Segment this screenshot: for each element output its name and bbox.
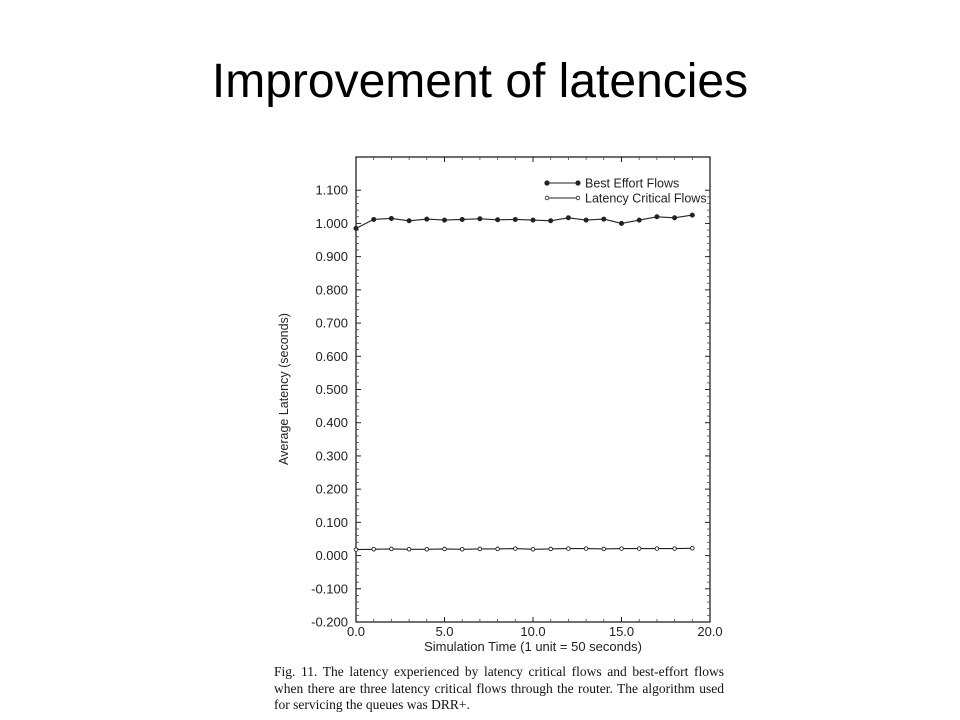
data-point: [354, 226, 358, 230]
legend-label: Latency Critical Flows: [585, 191, 707, 206]
data-point: [389, 216, 393, 220]
x-tick-label: 5.0: [435, 624, 454, 639]
data-point: [655, 215, 659, 219]
data-point: [460, 217, 464, 221]
data-point: [690, 213, 694, 217]
y-tick-labels: [311, 183, 348, 630]
y-tick-label: 0.900: [315, 249, 348, 265]
data-point: [602, 547, 606, 551]
y-tick-label: 1.100: [315, 182, 348, 198]
data-point: [584, 218, 588, 222]
data-point: [495, 218, 499, 222]
series-layer: [354, 213, 695, 551]
legend: [545, 177, 707, 206]
x-axis-label: Simulation Time (1 unit = 50 seconds): [424, 639, 642, 654]
data-point: [567, 547, 571, 551]
data-point: [372, 217, 376, 221]
data-point: [513, 217, 517, 221]
data-point: [478, 547, 482, 551]
x-tick-labels: [347, 624, 723, 639]
data-point: [478, 217, 482, 221]
data-point: [619, 221, 623, 225]
data-point: [496, 547, 500, 551]
data-point: [407, 547, 411, 551]
data-point: [602, 217, 606, 221]
plot-frame: [356, 157, 710, 622]
x-tick-label: 0.0: [346, 624, 366, 639]
y-tick-label: -0.200: [311, 614, 348, 630]
slide-title: Improvement of latencies: [211, 55, 749, 108]
data-point: [372, 547, 376, 551]
y-tick-label: 0.100: [315, 514, 348, 530]
x-tick-label: 20.0: [697, 624, 723, 639]
legend-item: [545, 192, 706, 206]
x-tick-label: 10.0: [520, 624, 546, 639]
y-tick-label: 0.600: [315, 348, 348, 364]
data-point: [407, 219, 411, 223]
y-tick-label: 0.400: [315, 415, 348, 431]
y-tick-label: 0.000: [315, 548, 348, 564]
data-point: [620, 547, 624, 551]
data-point: [514, 547, 518, 551]
data-point: [442, 218, 446, 222]
data-point: [425, 547, 429, 551]
data-point: [354, 548, 358, 552]
data-point: [531, 218, 535, 222]
legend-swatch-marker: [545, 196, 549, 200]
data-point: [549, 547, 553, 551]
y-axis-label: Average Latency (seconds): [277, 313, 291, 465]
data-point: [637, 547, 641, 551]
series-latency-critical-flows: [354, 546, 694, 551]
legend-swatch-marker: [576, 196, 580, 200]
data-point: [637, 218, 641, 222]
axis-ticks: [356, 157, 710, 622]
y-tick-label: 1.000: [315, 215, 348, 231]
data-point: [584, 547, 588, 551]
figure-caption: Fig. 11. The latency experienced by latency critical flows and best-effort flows when there are three latency critical flows through the router. The algorithm used for servicing the queues was DRR+.: [274, 664, 724, 712]
data-point: [566, 216, 570, 220]
legend-swatch-marker: [545, 181, 549, 185]
legend-item: [545, 177, 679, 191]
y-tick-label: 0.300: [315, 448, 348, 464]
y-tick-label: 0.500: [315, 382, 348, 397]
data-point: [691, 546, 695, 550]
data-point: [672, 216, 676, 220]
y-tick-label: 0.800: [315, 282, 348, 298]
data-point: [390, 547, 394, 551]
series-best-effort-flows: [354, 213, 695, 231]
data-point: [460, 547, 464, 551]
series-line: [356, 548, 692, 549]
data-point: [655, 547, 659, 551]
y-tick-label: 0.700: [315, 315, 348, 331]
data-point: [443, 547, 447, 551]
y-tick-label: -0.100: [311, 581, 348, 597]
y-tick-label: 0.200: [315, 481, 348, 497]
data-point: [425, 217, 429, 221]
legend-swatch-marker: [576, 181, 580, 185]
data-point: [549, 219, 553, 223]
series-line: [356, 215, 692, 228]
data-point: [673, 547, 677, 551]
x-tick-label: 15.0: [608, 624, 635, 639]
legend-label: Best Effort Flows: [585, 176, 680, 191]
data-point: [531, 547, 535, 551]
